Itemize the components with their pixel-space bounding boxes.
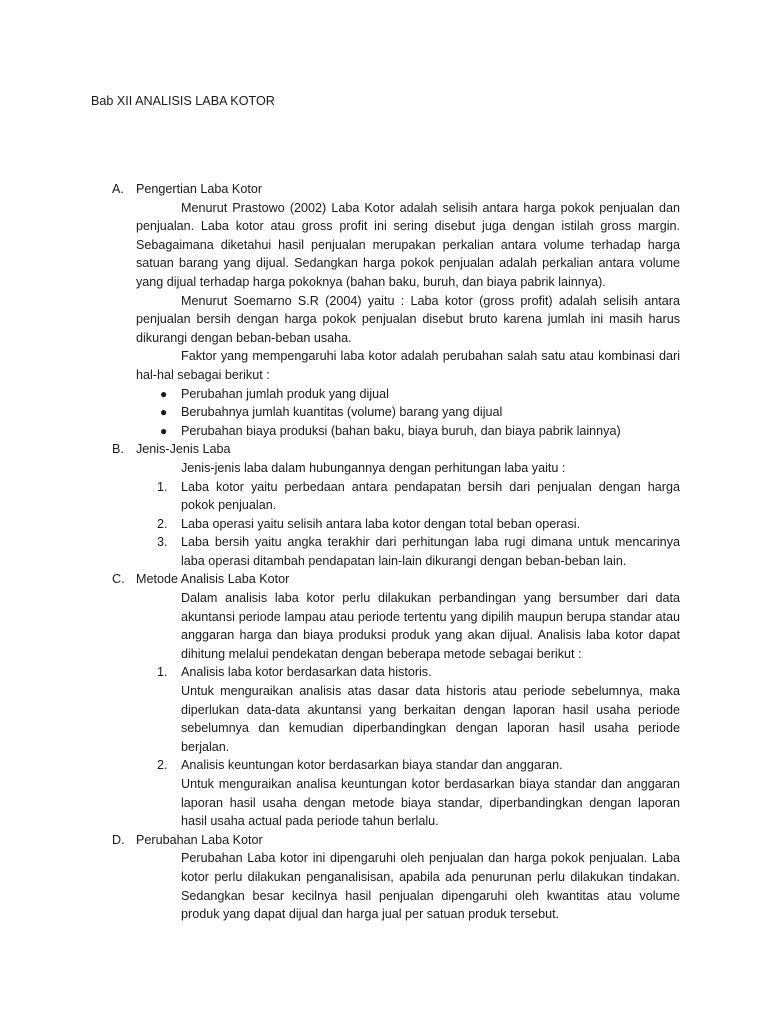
bullet-icon: ● — [160, 405, 168, 420]
item-text: Analisis laba kotor berdasarkan data historis. — [181, 665, 432, 680]
bullet-text: Perubahan jumlah produk yang dijual — [181, 386, 389, 401]
section-a-heading — [112, 180, 680, 199]
numbered-item — [112, 756, 680, 775]
section-c-intro: Dalam analisis laba kotor perlu dilakukan perbandingan yang bersumber dari data akuntansi periode lampau atau periode tertentu yang dipilih maupun berupa standar atau anggaran harga dan biaya produksi produk yang akan dijual. Analisis laba kotor dapat dihitung melalui pendekatan dengan beberapa metode sebagai berikut : — [181, 591, 680, 661]
section-b-intro: Jenis-jenis laba dalam hubungannya dengan perhitungan laba yaitu : — [181, 460, 566, 475]
section-a-paragraph-1: Menurut Prastowo (2002) Laba Kotor adalah selisih antara harga pokok penjualan dan penjualan. Laba kotor atau gross profit ini sering disebut juga dengan istilah gross margin. Sebagaimana diketahui hasil penjualan merupakan perkalian antara volume terhadap harga satuan barang yang dijual. Sedangkan harga pokok penjualan adalah perkalian antara volume yang dijual terhadap harga pokoknya (bahan baku, buruh, dan biaya pabrik lainnya). — [136, 200, 680, 289]
section-d-heading — [112, 831, 680, 850]
document-title: Bab XII ANALISIS LABA KOTOR — [91, 94, 275, 108]
item-text: Analisis keuntungan kotor berdasarkan biaya standar dan anggaran. — [181, 758, 563, 773]
section-b-letter: B. — [112, 442, 124, 457]
item-description: Untuk menguraikan analisa keuntungan kotor berdasarkan biaya standar dan anggaran laporan hasil usaha dengan metode biaya standar, diperbandingkan dengan laporan hasil usaha actual pada periode tahun berlalu. — [181, 777, 680, 829]
item-number: 2. — [157, 516, 168, 531]
section-d-paragraph: Perubahan Laba kotor ini dipengaruhi oleh penjualan dan harga pokok penjualan. Laba kotor perlu dilakukan penganalisisan, apabila ada penurunan perlu dilakukan tindakan. Sedangkan besar kecilnya hasil penjualan dipengaruhi oleh kwantitas atau volume produk yang dapat dijual dan harga jual per satuan produk tersebut. — [181, 851, 680, 922]
section-a-paragraph-2: Menurut Soemarno S.R (2004) yaitu : Laba kotor (gross profit) adalah selisih antara penjualan bersih dengan harga pokok penjualan disebut bruto karena jumlah ini masih harus dikurangi dengan beban-beban usaha. — [136, 293, 680, 345]
section-d-letter: D. — [112, 832, 125, 847]
section-b-heading — [112, 440, 680, 459]
section-a-paragraph-3: Faktor yang mempengaruhi laba kotor adalah perubahan salah satu atau kombinasi dari hal-hal sebagai berikut : — [136, 349, 680, 382]
bullet-item — [112, 403, 680, 422]
item-number: 1. — [157, 479, 168, 494]
section-a-title: Pengertian Laba Kotor — [136, 182, 263, 196]
numbered-item — [112, 533, 680, 570]
item-number: 3. — [157, 535, 168, 550]
bullet-text: Berubahnya jumlah kuantitas (volume) barang yang dijual — [181, 405, 503, 420]
section-c-title: Metode Analisis Laba Kotor — [136, 572, 290, 587]
item-text: Laba bersih yaitu angka terakhir dari perhitungan laba rugi dimana untuk mencarinya laba operasi ditambah pendapatan lain-lain dikurangi dengan beban-beban lain. — [181, 535, 680, 568]
bullet-item — [112, 422, 680, 441]
section-a-letter: A. — [112, 182, 124, 196]
section-c-heading — [112, 570, 680, 589]
numbered-item — [112, 663, 680, 682]
section-b-title: Jenis-Jenis Laba — [136, 442, 231, 457]
bullet-icon: ● — [160, 423, 168, 438]
section-d-title: Perubahan Laba Kotor — [136, 832, 263, 847]
bullet-text: Perubahan biaya produksi (bahan baku, biaya buruh, dan biaya pabrik lainnya) — [181, 423, 621, 438]
numbered-item — [112, 515, 680, 534]
item-text: Laba operasi yaitu selisih antara laba kotor dengan total beban operasi. — [181, 516, 581, 531]
document-body — [112, 180, 680, 924]
item-number: 2. — [157, 758, 168, 773]
item-text: Laba kotor yaitu perbedaan antara pendapatan bersih dari penjualan dengan harga pokok penjualan. — [181, 479, 680, 513]
item-number: 1. — [157, 665, 168, 680]
bullet-item — [112, 385, 680, 404]
section-c-letter: C. — [112, 572, 125, 587]
bullet-icon: ● — [160, 386, 168, 401]
item-description: Untuk menguraikan analisis atas dasar data historis atau periode sebelumnya, maka diperlukan data-data akuntansi yang berkaitan dengan laporan hasil usaha periode sebelumnya dan kemudian diperbandingkan dengan laporan hasil usaha periode berjalan. — [181, 684, 680, 754]
numbered-item — [112, 478, 680, 515]
